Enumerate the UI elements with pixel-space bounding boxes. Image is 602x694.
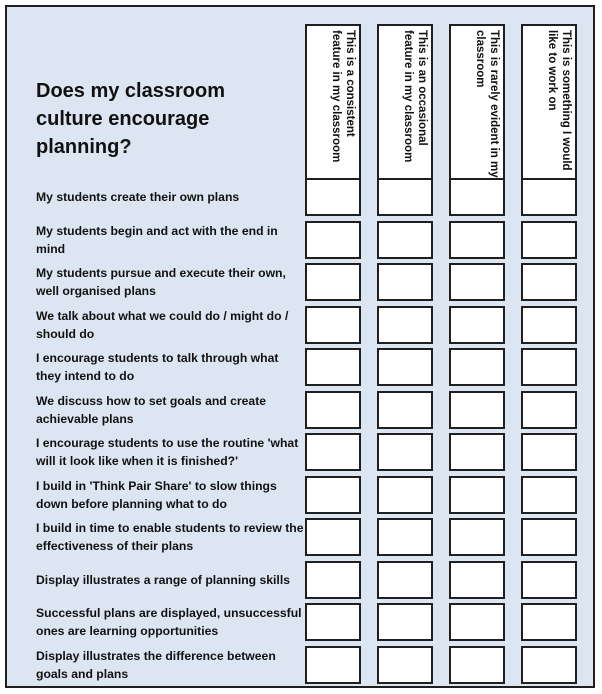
checkbox-cell-row6-col1[interactable] [305,391,361,429]
checkbox-cell-row1-col2[interactable] [377,178,433,216]
checkbox-cell-row8-col3[interactable] [449,476,505,514]
checkbox-cell-row7-col3[interactable] [449,433,505,471]
checkbox-cell-row11-col3[interactable] [449,603,505,641]
checkbox-cell-row10-col4[interactable] [521,561,577,599]
checkbox-cell-row7-col2[interactable] [377,433,433,471]
column-header-2 [377,24,433,180]
checkbox-cell-row7-col4[interactable] [521,433,577,471]
column-header-1 [305,24,361,180]
checkbox-cell-row2-col1[interactable] [305,221,361,259]
column-header-label: This is rarely evident in my classroom [474,30,500,178]
statement-label: We discuss how to set goals and create achievable plans [36,394,267,426]
checkbox-cell-row1-col1[interactable] [305,178,361,216]
checkbox-cell-row5-col4[interactable] [521,348,577,386]
checkbox-cell-row4-col3[interactable] [449,306,505,344]
checkbox-cell-row12-col2[interactable] [377,646,433,684]
column-header-label: This is something I would like to work on [546,30,572,171]
statement-label: We talk about what we could do / might do / should do [36,309,289,341]
checkbox-cell-row10-col2[interactable] [377,561,433,599]
checkbox-cell-row11-col1[interactable] [305,603,361,641]
checkbox-cell-row4-col2[interactable] [377,306,433,344]
checkbox-cell-row8-col4[interactable] [521,476,577,514]
checkbox-cell-row2-col2[interactable] [377,221,433,259]
checkbox-cell-row9-col2[interactable] [377,518,433,556]
statement-label: My students begin and act with the end in mind [36,224,278,256]
checkbox-cell-row10-col3[interactable] [449,561,505,599]
checkbox-cell-row9-col3[interactable] [449,518,505,556]
checkbox-cell-row12-col1[interactable] [305,646,361,684]
checkbox-cell-row9-col4[interactable] [521,518,577,556]
page-title: Does my classroom culture encourage planning? [36,80,225,158]
checkbox-cell-row4-col4[interactable] [521,306,577,344]
column-header-label: This is a consistent feature in my classroom [330,30,356,163]
checkbox-cell-row10-col1[interactable] [305,561,361,599]
column-header-3 [449,24,505,180]
column-header-label: This is an occasional feature in my classroom [402,30,428,163]
checkbox-cell-row3-col2[interactable] [377,263,433,301]
checkbox-cell-row3-col3[interactable] [449,263,505,301]
checkbox-cell-row8-col2[interactable] [377,476,433,514]
checkbox-cell-row5-col3[interactable] [449,348,505,386]
checkbox-cell-row11-col4[interactable] [521,603,577,641]
checkbox-cell-row9-col1[interactable] [305,518,361,556]
checkbox-cell-row1-col4[interactable] [521,178,577,216]
statement-label: I build in time to enable students to review the effectiveness of their plans [36,521,304,553]
column-header-4 [521,24,577,180]
checkbox-cell-row7-col1[interactable] [305,433,361,471]
checkbox-cell-row8-col1[interactable] [305,476,361,514]
statement-label: Display illustrates a range of planning skills [36,573,290,587]
statement-label: I build in 'Think Pair Share' to slow things down before planning what to do [36,479,277,511]
checkbox-cell-row1-col3[interactable] [449,178,505,216]
statement-label: My students pursue and execute their own, well organised plans [36,266,286,298]
checkbox-cell-row6-col2[interactable] [377,391,433,429]
checklist-sheet [5,5,595,688]
statement-label: I encourage students to use the routine 'what will it look like when it is finished?' [36,436,299,468]
checkbox-cell-row4-col1[interactable] [305,306,361,344]
checkbox-cell-row12-col3[interactable] [449,646,505,684]
checkbox-cell-row12-col4[interactable] [521,646,577,684]
statement-label: I encourage students to talk through what they intend to do [36,351,279,383]
statement-label: Successful plans are displayed, unsuccessful ones are learning opportunities [36,606,302,638]
checkbox-cell-row11-col2[interactable] [377,603,433,641]
statement-label: Display illustrates the difference between goals and plans [36,649,276,681]
checkbox-cell-row6-col4[interactable] [521,391,577,429]
checkbox-cell-row2-col3[interactable] [449,221,505,259]
statement-label: My students create their own plans [36,190,240,204]
checkbox-cell-row3-col4[interactable] [521,263,577,301]
checkbox-cell-row5-col2[interactable] [377,348,433,386]
checkbox-cell-row3-col1[interactable] [305,263,361,301]
checkbox-cell-row5-col1[interactable] [305,348,361,386]
checkbox-cell-row6-col3[interactable] [449,391,505,429]
checkbox-cell-row2-col4[interactable] [521,221,577,259]
